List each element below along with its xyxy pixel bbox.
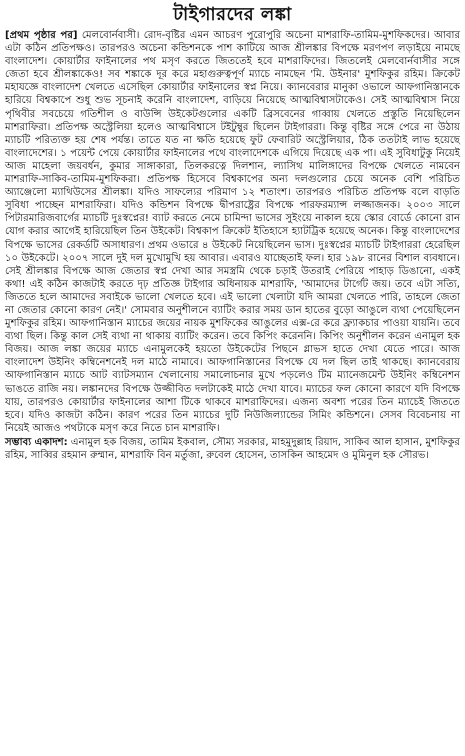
headline: টাইগারদের লঙ্কা [173, 4, 292, 25]
lineup-text: এনামুল হক বিজয়, তামিম ইকবাল, সৌম্য সরকার, মাহমুদুল্লাহ রিয়াদ, সাকিব আল হাসান, মুশফিকুর রহিম, সাব্বির রহমান রুম্মান, মাশরাফি বিন মর্তুজা, রুবেল হোসেন, তাসকিন আহমেদ ও মুমিনুল হক সৌরভ। [5, 436, 460, 461]
probable-lineup [5, 436, 460, 462]
lineup-title: সম্ভাব্য একাদশ: [5, 436, 68, 448]
body-text: মেলবোর্নবাসী। রোদ-বৃষ্টির এমন আচরণ পুরোপুরি অচেনা মাশরাফি-তামিম-মুশফিকদের। আবার এটা কঠিন প্রতিপক্ষও। তারপরও অচেনা কন্ডিশনকে পাশ কাটিয়ে আজ শ্রীলঙ্কার বিপক্ষে মরণপণ লড়াইয়ে নামছে বাংলাদেশ। কোয়ার্টার ফাইনালের পথ মসৃণ করতে জিততেই হবে মাশরাফিদের। জিতলেই মেলবোর্নবাসীর সঙ্গে জেতা হবে শ্রীলঙ্কাকেও! সব শঙ্কাকে দূর করে মহাগুরুত্বপূর্ণ ম্যাচে নামছেন 'মি. উইনার' মুশফিকুর রহিম। ক্রিকেট মহাযজ্ঞে বাংলাদেশ খেলতে এসেছিল কোয়ার্টার ফাইনালের স্বপ্ন নিয়ে। ক্যানবেরার মানুকা ওভালে আফগানিস্তানকে হারিয়ে বিশ্বকাপে শুধু শুভ সূচনাই করেনি বাংলাদেশ, বাড়িয়ে নিয়েছে আত্মবিশ্বাসটাকেও। সেই আত্মবিশ্বাস নিয়ে পৃথিবীর সবচেয়ে গতিশীল ও বাউন্সি উইকেটগুলোর একটি ব্রিসবেনের গাব্বায় খেলতে প্রস্তুতি নিয়েছিলেন মাশরাফিরা। প্রতিপক্ষ অস্ট্রেলিয়া হলেও আত্মবিশ্বাসে টইটুম্বুর ছিলেন টাইগাররা। কিন্তু বৃষ্টির সঙ্গে পেরে না উঠায় ম্যাচটি পরিত্যক্ত হয় শেষ পর্যন্ত। তাতে যত না ক্ষতি হয়েছে ফুট ফেবারিট অস্ট্রেলিয়ার, ঠিক ততটাই লাভ হয়েছে বাংলাদেশের। ১ পয়েন্ট পেয়ে কোয়ার্টার ফাইনালের পথে বাংলাদেশকে এগিয়ে দিয়েছে এক পা। এই সুবিধাটুকু নিয়েই আজ মাহেলা জয়বর্ধন, কুমার সাঙ্গাকারা, তিলকরত্নে দিলশান, ল্যাসিথ মালিঙ্গাদের বিপক্ষে খেলতে নামবেন মাশরাফি-সাকিব-তামিম-মুশফিকরা। প্রতিপক্ষ হিসেবে বিশ্বকাপের অন্য দলগুলোর চেয়ে অনেক বেশি পরিচিত অ্যাঞ্জেলো ম্যাথিউসের শ্রীলঙ্কা। যদিও সাফল্যের পরিমাণ ১২ শতাংশ। তারপরও পরিচিত প্রতিপক্ষ বলে বাড়তি সুবিধা পাচ্ছেন মাশরাফিরা। যদিও কন্ডিশন বিপক্ষে দ্বীপরাষ্ট্রের বিপক্ষে পারফরম্যান্স লজ্জাজনক। ২০০৩ সালে পিটারমারিজবার্গের ম্যাচটি দুঃস্বপ্নের! ব্যাট করতে নেমে চামিন্দা ভাসের সুইংয়ে নাকাল হয়ে স্কোর বোর্ডে কোনো রান যোগ করার আগেই হারিয়েছিল তিন উইকেট। বিশ্বকাপ ক্রিকেট ইতিহাসে হ্যাটট্রিক হয়েছে অনেক। কিন্তু বাংলাদেশের বিপক্ষে ভাসের রেকর্ডটি অসাধারণ। প্রথম ওভারে ৪ উইকেট নিয়েছিলেন ভাস। দুঃস্বপ্নের ম্যাচটি টাইগাররা হেরেছিল ১০ উইকেটে। ২০০৭ সালে দুই দল মুখোমুখি হয় আবার। এবারও যাচ্ছেতাই ফল। হার ১৯৮ রানের বিশাল ব্যবধানে। সেই শ্রীলঙ্কার বিপক্ষে আজ জেতার স্বপ্ন দেখা আর সমস্ত্রমি থেকে চড়াই উতরাই পেরিয়ে পাহাড় ডিঙানো, একই কথা! এই কঠিন কাজটাই করতে দৃঢ় প্রতিজ্ঞ টাইগার অধিনায়ক মাশরাফি, 'আমাদের টার্গেট জয়। তবে এটা সত্যি, জিততে হলে আমাদের সবাইকে ভালো খেলতে হবে। এই ভালো খেলাটা যদি আমরা খেলতে পারি, তাহলে জেতা না জেতার কোনো কারণ নেই।' সোমবার অনুশীলনে ব্যাটিং করার সময় ডান হাতের বুড়ো আঙুলে ব্যথা পেয়েছিলেন মুশফিকুর রহিম। আফগানিস্তান ম্যাচের জয়ের নায়ক মুশফিকের আঙুলের এক্স-রে করে ফ্র্যাকচার পাওয়া যায়নি। তবে ব্যথা ছিল। কিন্তু কাল সেই ব্যথা না থাকায় ব্যাটিং করেন। তবে কিপিং করেননি। কিপিং অনুশীলন করেন এনামুল হক বিজয়। আজ লঙ্কা জয়ের ম্যাচে এনামুলকেই হয়তো উইকেটের পিছনে গ্লাভস হাতে দেখা যেতে পারে। আজ বাংলাদেশ উইনিং কম্বিনেশনেই দল মাঠে নামাবে। আফগানিস্তানের বিপক্ষে যে দল ছিল তাই থাকছে। ক্যানবেরায় আফগানিস্তান ম্যাচে আট ব্যাটসম্যান খেলানোয় সমালোচনার মুখে পড়লেও টিম ম্যানেজমেন্ট উইনিং কম্বিনেশন ভাঙতে রাজি নয়। লঙ্কানদের বিপক্ষে উজ্জীবিত দলটাকেই মাঠে দেখা যাবে। ম্যাচের ফল কোনো কারণে যদি বিপক্ষে যায়, তারপরও কোয়ার্টার ফাইনালের আশা টিকে থাকবে মাশরাফিদের। এজন্য অবশ্য পরের তিন ম্যাচেই জিততে হবে। যদিও কাজটা কঠিন। কারণ পরের তিন ম্যাচের দুটি নিউজিল্যান্ডের সিমিং কন্ডিশনে। সেসব বিবেচনায় না নিয়েই আজও পথটাকে মসৃণ করে নিতে চান মাশরাফি। [5, 30, 460, 434]
article-body [5, 29, 460, 435]
continued-label: [প্রথম পৃষ্ঠার পর] [5, 30, 78, 41]
